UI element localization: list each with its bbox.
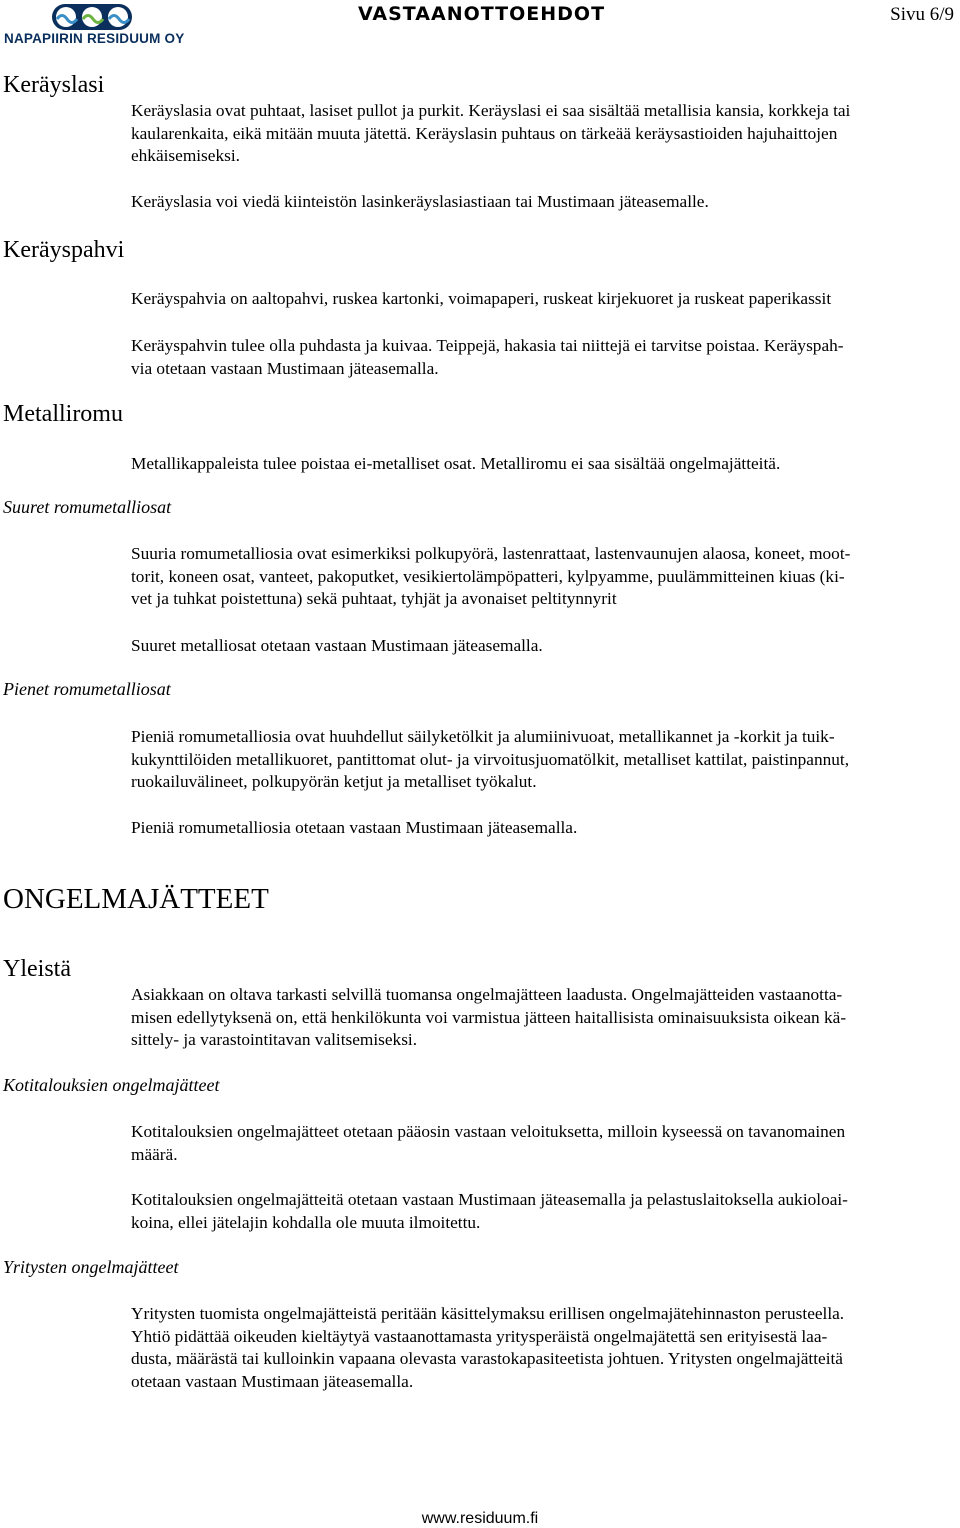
text-line: ehkäisemiseksi. [131, 146, 240, 166]
document-title: VASTAANOTTOEHDOT [358, 3, 606, 25]
paragraph-keraysphavi-2 [131, 335, 957, 380]
text-line: Keräyspahvia on aaltopahvi, ruskea kartonki, voimapaperi, ruskeat kirjekuoret ja ruskeat paperikassit [131, 289, 832, 308]
text-line: vet ja tuhkat poistettuna) sekä puhtaat, tyhjät ja avonaiset peltitynnyrit [131, 589, 617, 609]
paragraph-yleista-1 [131, 984, 957, 1052]
text-line: torit, koneen osat, vanteet, pakoputket, vesikiertolämpöpatteri, kylpyamme, puulämmitteinen kiuas (ki- [131, 566, 845, 586]
heading-pienet-romumetalliosat: Pienet romumetalliosat [3, 679, 171, 699]
text-line: ruokailuvälineet, polkupyörän ketjut ja metalliset työkalut. [131, 772, 537, 792]
text-line: Yhtiö pidättää oikeuden kieltäytyä vastaanottamasta yritysperäistä ongelmajätettä sen erityisestä laa- [131, 1326, 828, 1346]
text-line: Kotitalouksien ongelmajätteitä otetaan vastaan Mustimaan jäteasemalla ja pelastuslaitoksella aukioloai- [131, 1190, 848, 1209]
paragraph-pienet-1 [131, 726, 957, 794]
text-line: Suuret metalliosat otetaan vastaan Mustimaan jäteasemalla. [131, 636, 543, 655]
page-number: Sivu 6/9 [890, 4, 954, 25]
text-line: Keräyslasia voi viedä kiinteistön lasinkeräyslasiastiaan tai Mustimaan jäteasemalle. [131, 192, 709, 211]
paragraph-kerayslasi-2 [131, 191, 957, 214]
text-line: otetaan vastaan Mustimaan jäteasemalla. [131, 1372, 414, 1392]
heading-metalliromu: Metalliromu [3, 401, 123, 427]
paragraph-yritykset-1 [131, 1303, 957, 1394]
paragraph-suuret-2 [131, 635, 957, 658]
text-line: määrä. [131, 1144, 178, 1164]
heading-kerayslasi: Keräyslasi [3, 72, 105, 98]
text-line: Pieniä romumetalliosia otetaan vastaan Mustimaan jäteasemalla. [131, 818, 578, 837]
paragraph-kotitaloudet-2 [131, 1189, 957, 1234]
paragraph-suuret-1 [131, 543, 957, 611]
text-line: Pieniä romumetalliosia ovat huuhdellut säilyketölkit ja alumiinivuoat, metallikannet ja -korkit ja tuik- [131, 727, 835, 746]
text-line: kaularenkaita, eikä mitään muuta jätettä. Keräyslasin puhtaus on tärkeää keräysastioiden hajuhaittojen [131, 123, 838, 143]
text-line: sittely- ja varastointitavan valitsemiseksi. [131, 1030, 418, 1050]
heading-keraysphavi: Keräyspahvi [3, 237, 125, 263]
text-line: Kotitalouksien ongelmajätteet otetaan pääosin vastaan veloituksetta, milloin kyseessä on tavanomainen [131, 1122, 846, 1141]
paragraph-pienet-2 [131, 817, 957, 840]
text-line: kukynttilöiden metallikuoret, pantittomat olut- ja virvoitusjuomatölkit, metalliset kattilat, paistinpannut, [131, 749, 850, 769]
text-line: Metallikappaleista tulee poistaa ei-metalliset osat. Metalliromu ei saa sisältää ongelmajätteitä. [131, 454, 781, 473]
paragraph-kerayslasi-1 [131, 100, 957, 168]
paragraph-keraysphavi-1 [131, 288, 957, 311]
text-line: koina, ellei jätelajin kohdalla ole muuta ilmoitettu. [131, 1212, 481, 1232]
heading-kotitalouksien-ongelmajatteet: Kotitalouksien ongelmajätteet [3, 1075, 220, 1095]
text-line: Asiakkaan on oltava tarkasti selvillä tuomansa ongelmajätteen laadusta. Ongelmajätteiden vastaanotta- [131, 985, 843, 1004]
heading-yritysten-ongelmajatteet: Yritysten ongelmajätteet [3, 1257, 179, 1277]
paragraph-metalliromu-1 [131, 453, 957, 476]
text-line: Yritysten tuomista ongelmajätteistä peritään käsittelymaksu erillisen ongelmajätehinnaston perusteella. [131, 1304, 845, 1323]
heading-ongelmajatteet: ONGELMAJÄTTEET [3, 883, 269, 915]
residuum-logo-icon [0, 0, 176, 32]
text-line: via otetaan vastaan Mustimaan jäteasemalla. [131, 358, 439, 378]
heading-yleista: Yleistä [3, 956, 71, 982]
company-name: NAPAPIIRIN RESIDUUM OY [4, 31, 185, 46]
text-line: misen edellytyksenä on, että henkilökunta voi varmistua jätteen haitallisista ominaisuuksista oikean kä- [131, 1007, 847, 1027]
text-line: Keräyspahvin tulee olla puhdasta ja kuivaa. Teippejä, hakasia tai niittejä ei tarvitse poistaa. Keräyspah- [131, 336, 844, 355]
text-line: dusta, määrästä tai kulloinkin vapaana olevasta varastokapasiteetista johtuen. Yritysten ongelmajätteitä [131, 1349, 843, 1369]
heading-suuret-romumetalliosat: Suuret romumetalliosat [3, 497, 172, 517]
paragraph-kotitaloudet-1 [131, 1121, 957, 1166]
text-line: Keräyslasia ovat puhtaat, lasiset pullot ja purkit. Keräyslasi ei saa sisältää metallisia kansia, korkkeja tai [131, 101, 851, 120]
text-line: Suuria romumetalliosia ovat esimerkiksi polkupyörä, lastenrattaat, lastenvaunujen alaosa, koneet, moot- [131, 544, 851, 563]
footer-url: www.residuum.fi [421, 1510, 539, 1527]
